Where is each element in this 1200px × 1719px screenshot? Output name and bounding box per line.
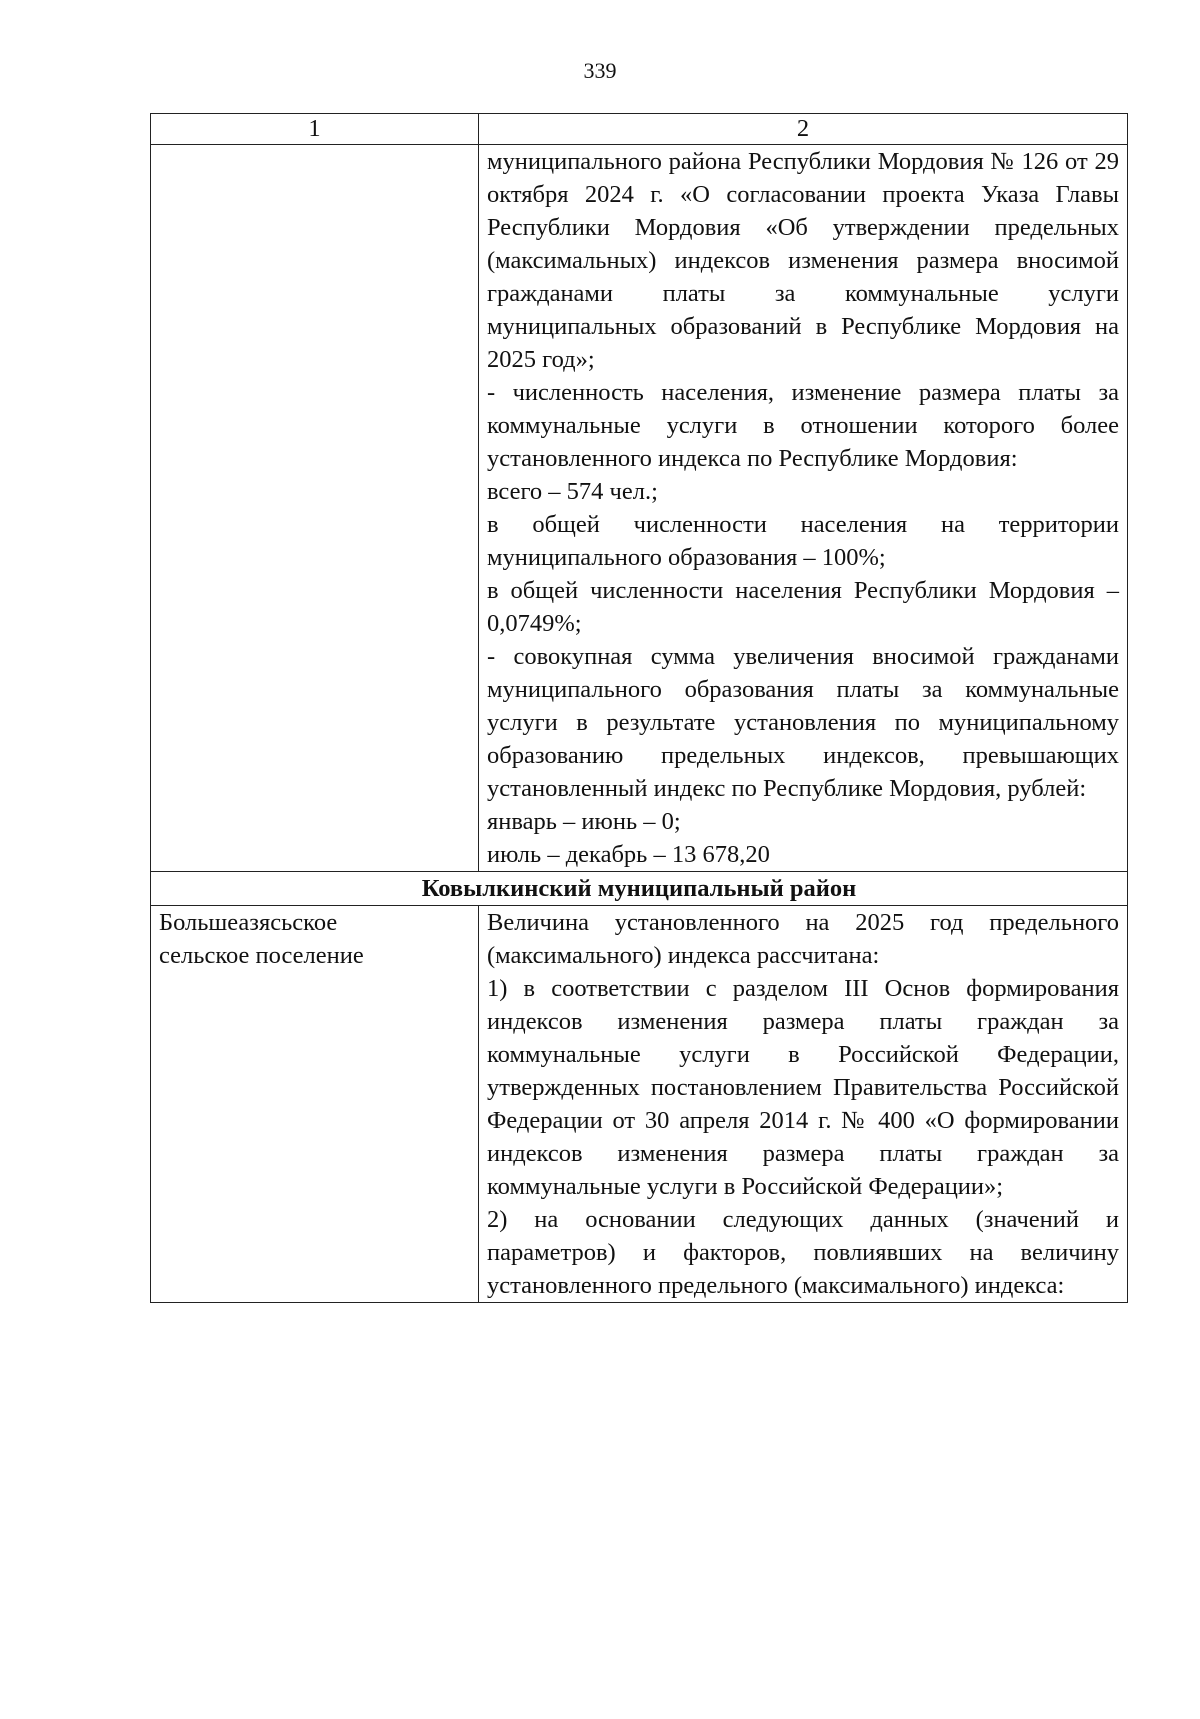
paragraph: в общей численности населения на территории муниципального образования – 100%;	[487, 511, 1119, 571]
table-row-continuation	[151, 145, 1128, 872]
section-heading-row	[151, 872, 1128, 906]
empty-cell	[151, 145, 479, 872]
page-number: 339	[583, 58, 617, 83]
table-header-row	[151, 114, 1128, 145]
paragraph: муниципального района Республики Мордовия № 126 от 29 октября 2024 г. «О согласовании проекта Указа Главы Республики Мордовия «Об утверждении предельных (максимальных) индексов изменения размера вносимой гражданами платы за коммунальные услуги муниципальных образований в Республике Мордовия на 2025 год»;	[487, 148, 1119, 373]
paragraph: 2) на основании следующих данных (значений и параметров) и факторов, повлиявших на величину установленного предельного (максимального) индекса:	[487, 1206, 1119, 1299]
paragraph: - совокупная сумма увеличения вносимой гражданами муниципального образования платы за коммунальные услуги в результате установления по муниципальному образованию предельных индексов, превышающих установленный индекс по Республике Мордовия, рублей:	[487, 643, 1119, 802]
column-header-2: 2	[479, 114, 1128, 145]
document-table	[150, 113, 1128, 1303]
paragraph: в общей численности населения Республики Мордовия – 0,0749%;	[487, 577, 1119, 637]
paragraph: январь – июнь – 0;	[487, 808, 681, 835]
settlement-description-cell	[479, 906, 1128, 1303]
paragraph: июль – декабрь – 13 678,20	[487, 841, 770, 868]
settlement-name-line1: Большеазясьское	[159, 909, 338, 936]
section-title: Ковылкинский муниципальный район	[151, 872, 1128, 906]
column-header-1: 1	[151, 114, 479, 145]
continuation-cell	[479, 145, 1128, 872]
paragraph: Величина установленного на 2025 год предельного (максимального) индекса рассчитана:	[487, 909, 1119, 969]
settlement-name-cell	[151, 906, 479, 1303]
paragraph: всего – 574 чел.;	[487, 478, 658, 505]
settlement-name-line2: сельское поселение	[159, 942, 364, 969]
paragraph: 1) в соответствии с разделом III Основ формирования индексов изменения размера платы граждан за коммунальные услуги в Российской Федерации, утвержденных постановлением Правительства Российской Федерации от 30 апреля 2014 г. № 400 «О формировании индексов изменения размера платы граждан за коммунальные услуги в Российской Федерации»;	[487, 975, 1119, 1200]
table-row-settlement	[151, 906, 1128, 1303]
paragraph: - численность населения, изменение размера платы за коммунальные услуги в отношении которого более установленного индекса по Республике Мордовия:	[487, 379, 1119, 472]
